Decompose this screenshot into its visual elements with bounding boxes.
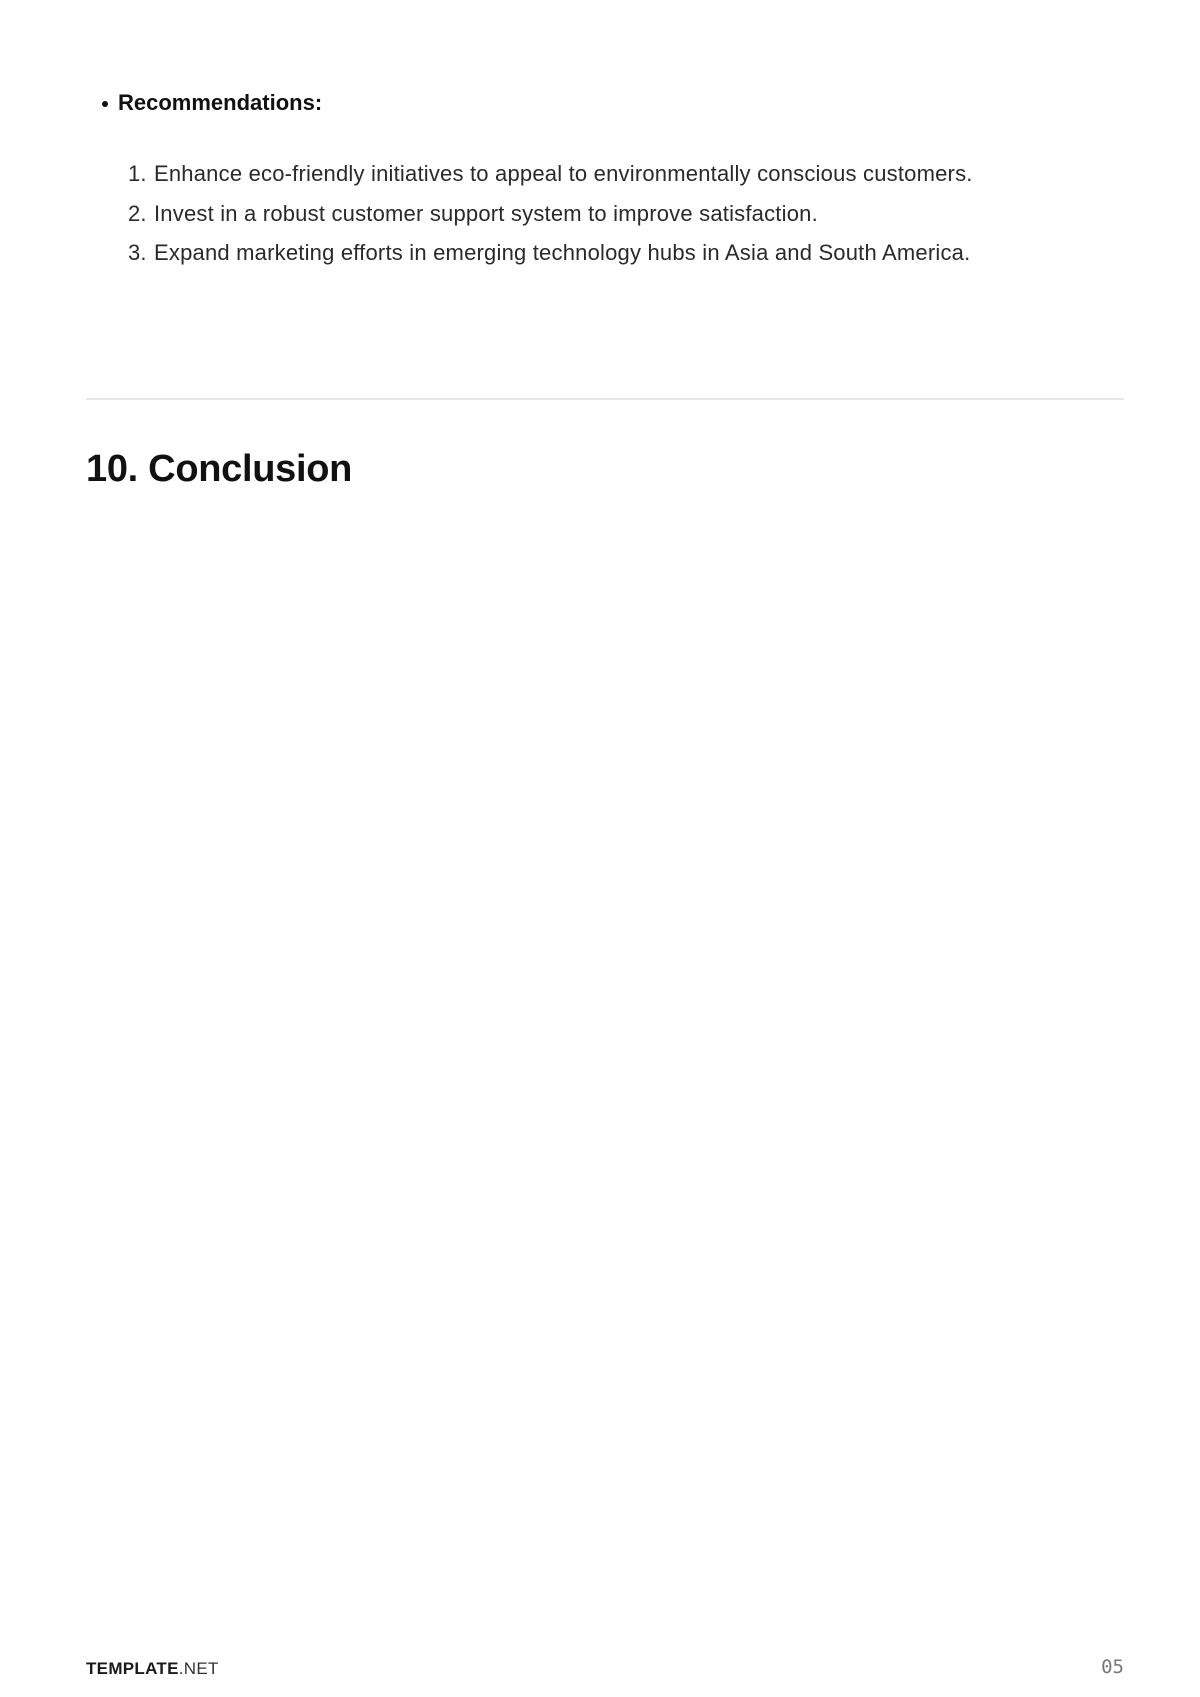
list-item-number: 3. xyxy=(128,240,147,265)
brand-name: TEMPLATE xyxy=(86,1659,179,1678)
list-item xyxy=(128,154,1022,194)
list-item-text: Enhance eco-friendly initiatives to appeal to environmentally conscious customers. xyxy=(154,161,973,186)
recommendations-heading-row xyxy=(102,88,1022,118)
recommendations-block xyxy=(102,88,1022,118)
list-item-number: 2. xyxy=(128,200,147,226)
brand-suffix: .NET xyxy=(178,1659,219,1678)
footer-brand-logo xyxy=(86,1659,219,1679)
recommendations-heading: Recommendations: xyxy=(118,90,323,115)
list-item-text: Expand marketing efforts in emerging technology hubs in Asia and South America. xyxy=(154,240,971,265)
recommendations-list xyxy=(128,154,1022,273)
section-title: 10. Conclusion xyxy=(86,448,353,490)
list-item-number: 1. xyxy=(128,161,147,186)
section-divider xyxy=(86,398,1124,400)
list-item-text: Invest in a robust customer support system to improve satisfaction. xyxy=(154,200,818,226)
bullet-icon xyxy=(102,101,108,107)
list-item xyxy=(128,233,1022,273)
list-item xyxy=(128,194,1022,234)
page-number: 05 xyxy=(1101,1656,1124,1678)
